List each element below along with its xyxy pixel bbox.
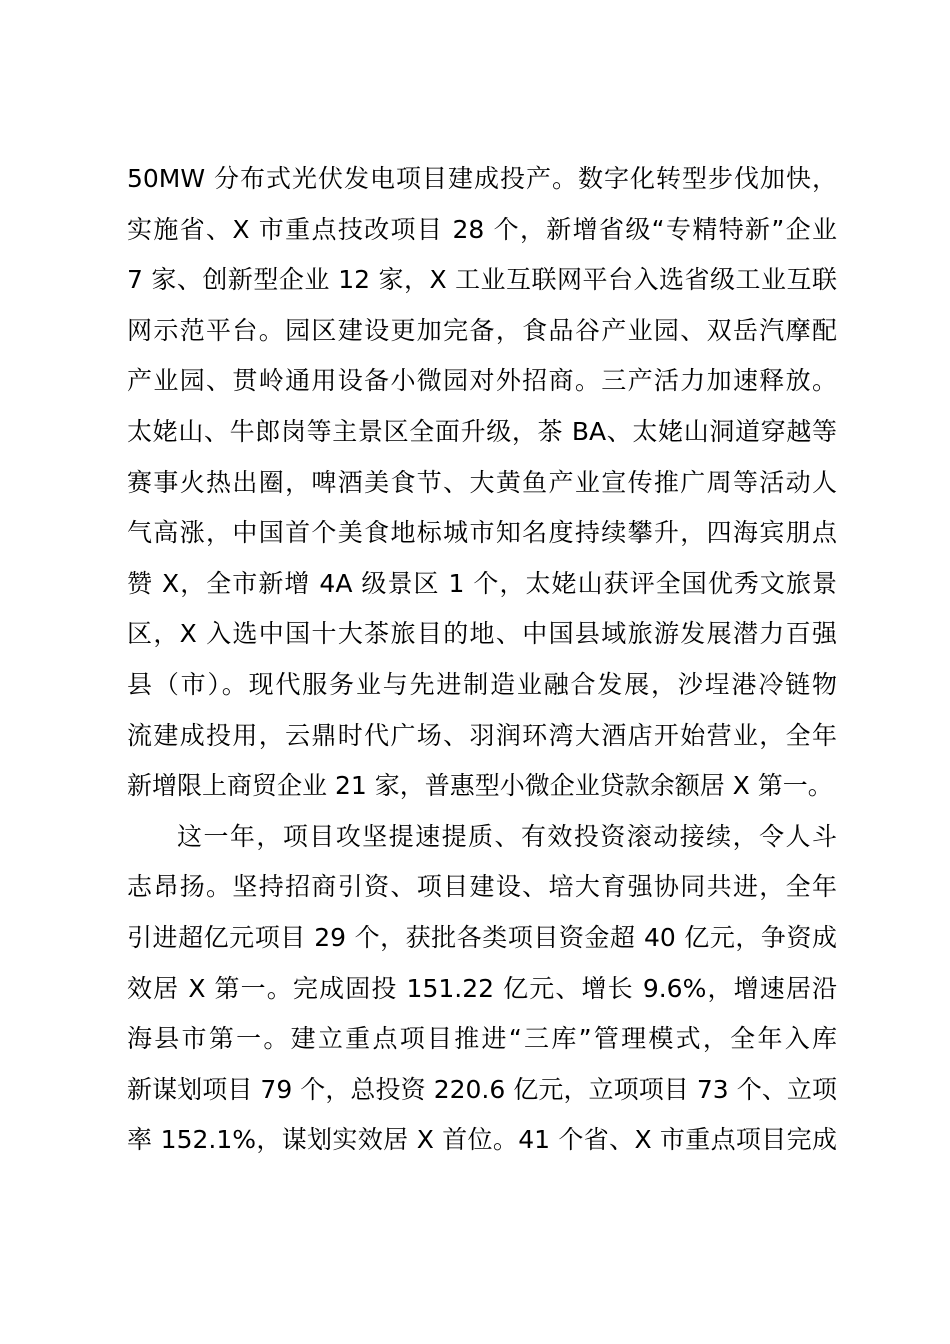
paragraph-1-line: 赞 X，全市新增 4A 级景区 1 个，太姥山获评全国优秀文旅景	[127, 568, 837, 598]
paragraph-1-line: 赛事火热出圈，啤酒美食节、大黄鱼产业宣传推广周等活动人	[127, 467, 837, 497]
paragraph-1-line: 太姥山、牛郎岗等主景区全面升级，茶 BA、太姥山洞道穿越等	[127, 416, 837, 446]
paragraph-2-line: 效居 X 第一。完成固投 151.22 亿元、增长 9.6%，增速居沿	[127, 973, 837, 1003]
paragraph-2-line: 新谋划项目 79 个，总投资 220.6 亿元，立项项目 73 个、立项	[127, 1074, 837, 1104]
paragraph-2-line: 这一年，项目攻坚提速提质、有效投资滚动接续，令人斗	[177, 821, 837, 851]
paragraph-2	[127, 812, 837, 1166]
body-text	[127, 154, 837, 1166]
paragraph-2-line: 引进超亿元项目 29 个，获批各类项目资金超 40 亿元，争资成	[127, 922, 837, 952]
paragraph-1-line: 新增限上商贸企业 21 家，普惠型小微企业贷款余额居 X 第一。	[127, 771, 833, 801]
paragraph-1-line: 网示范平台。园区建设更加完备，食品谷产业园、双岳汽摩配	[127, 315, 837, 345]
paragraph-1	[127, 154, 837, 812]
paragraph-1-line: 50MW 分布式光伏发电项目建成投产。数字化转型步伐加快，	[127, 164, 837, 193]
paragraph-1-line: 实施省、X 市重点技改项目 28 个，新增省级“专精特新”企业	[127, 214, 837, 244]
paragraph-1-line: 气高涨，中国首个美食地标城市知名度持续攀升，四海宾朋点	[127, 518, 837, 548]
paragraph-1-line: 7 家、创新型企业 12 家，X 工业互联网平台入选省级工业互联	[127, 265, 837, 295]
paragraph-1-line: 流建成投用，云鼎时代广场、羽润环湾大酒店开始营业，全年	[127, 720, 837, 750]
paragraph-1-line: 区，X 入选中国十大茶旅目的地、中国县域旅游发展潜力百强	[127, 619, 837, 649]
paragraph-1-line: 产业园、贯岭通用设备小微园对外招商。三产活力加速释放。	[127, 366, 837, 396]
paragraph-2-line: 海县市第一。建立重点项目推进“三库”管理模式，全年入库	[127, 1024, 837, 1054]
paragraph-1-line: 县（市）。现代服务业与先进制造业融合发展，沙埕港冷链物	[127, 669, 837, 699]
paragraph-2-line: 率 152.1%，谋划实效居 X 首位。41 个省、X 市重点项目完成	[127, 1125, 837, 1155]
paragraph-2-line: 志昂扬。坚持招商引资、项目建设、培大育强协同共进，全年	[127, 872, 837, 902]
